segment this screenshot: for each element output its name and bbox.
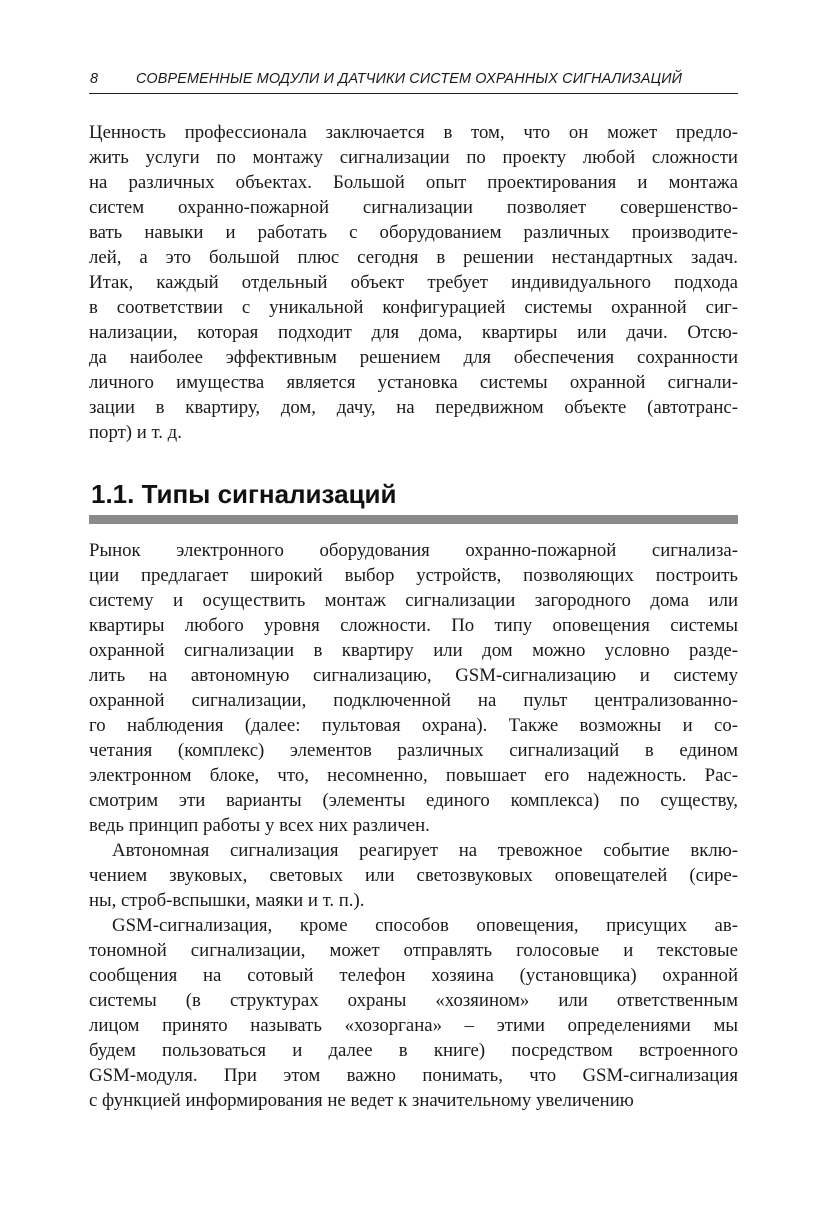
text-line: да наиболее эффективным решением для обеспечения сохранности: [89, 347, 738, 368]
text-line: ведь принцип работы у всех них различен.: [89, 815, 430, 836]
text-line: охранной сигнализации в квартиру или дом можно условно разде-: [89, 640, 738, 661]
text-line: порт) и т. д.: [89, 422, 182, 443]
text-line: тономной сигнализации, может отправлять голосовые и текстовые: [89, 940, 738, 961]
section-heading: 1.1. Типы сигнализаций: [91, 479, 397, 509]
text-line: GSM-сигнализация, кроме способов оповещения, присущих ав-: [112, 915, 738, 936]
text-line: электронном блоке, что, несомненно, повышает его надежность. Рас-: [89, 765, 738, 786]
text-line: квартиры любого уровня сложности. По типу оповещения системы: [89, 615, 738, 636]
section-paragraph-1: [89, 538, 738, 838]
text-line: чением звуковых, световых или светозвуковых оповещателей (сире-: [89, 865, 738, 886]
text-line: будем пользоваться и далее в книге) посредством встроенного: [89, 1040, 738, 1061]
text-line: Ценность профессионала заключается в том, что он может предло-: [89, 122, 738, 143]
section-heading-rule: [89, 515, 738, 524]
text-line: в соответствии с уникальной конфигурацией системы охранной сиг-: [89, 297, 738, 318]
text-line: ции предлагает широкий выбор устройств, позволяющих построить: [89, 565, 738, 586]
text-line: сообщения на сотовый телефон хозяина (установщика) охранной: [89, 965, 738, 986]
text-line: лей, а это большой плюс сегодня в решении нестандартных задач.: [89, 247, 738, 268]
running-title: СОВРЕМЕННЫЕ МОДУЛИ И ДАТЧИКИ СИСТЕМ ОХРАННЫХ СИГНАЛИЗАЦИЙ: [136, 71, 683, 87]
text-line: лицом принято называть «хозоргана» – этими определениями мы: [89, 1015, 738, 1036]
text-line: жить услуги по монтажу сигнализации по проекту любой сложности: [89, 147, 738, 168]
text-line: Автономная сигнализация реагирует на тревожное событие вклю-: [112, 840, 738, 861]
text-line: личного имущества является установка системы охранной сигнали-: [89, 372, 738, 393]
text-line: четания (комплекс) элементов различных сигнализаций в едином: [89, 740, 738, 761]
text-line: зации в квартиру, дом, дачу, на передвижном объекте (автотранс-: [89, 397, 738, 418]
text-line: систему и осуществить монтаж сигнализации загородного дома или: [89, 590, 738, 611]
text-line: с функцией информирования не ведет к значительному увеличению: [89, 1090, 634, 1111]
section-paragraph-2: [89, 838, 738, 913]
text-line: ны, строб-вспышки, маяки и т. п.).: [89, 890, 365, 911]
text-line: охранной сигнализации, подключенной на пульт централизованно-: [89, 690, 738, 711]
text-line: го наблюдения (далее: пультовая охрана). Также возможны и со-: [89, 715, 738, 736]
text-line: лить на автономную сигнализацию, GSM-сигнализацию и систему: [89, 665, 738, 686]
text-line: Итак, каждый отдельный объект требует индивидуального подхода: [89, 272, 738, 293]
text-line: нализации, которая подходит для дома, квартиры или дачи. Отсю-: [89, 322, 738, 343]
intro-paragraph: [89, 120, 738, 445]
text-line: смотрим эти варианты (элементы единого комплекса) по существу,: [89, 790, 738, 811]
running-header: [89, 69, 738, 94]
page-number: 8: [90, 71, 99, 87]
section-paragraph-3: [89, 913, 738, 1113]
text-line: на различных объектах. Большой опыт проектирования и монтажа: [89, 172, 738, 193]
text-line: систем охранно-пожарной сигнализации позволяет совершенство-: [89, 197, 738, 218]
text-line: GSM-модуля. При этом важно понимать, что GSM-сигнализация: [89, 1065, 738, 1086]
text-line: Рынок электронного оборудования охранно-пожарной сигнализа-: [89, 540, 738, 561]
text-line: вать навыки и работать с оборудованием различных производите-: [89, 222, 738, 243]
text-line: системы (в структурах охраны «хозяином» или ответственным: [89, 990, 738, 1011]
